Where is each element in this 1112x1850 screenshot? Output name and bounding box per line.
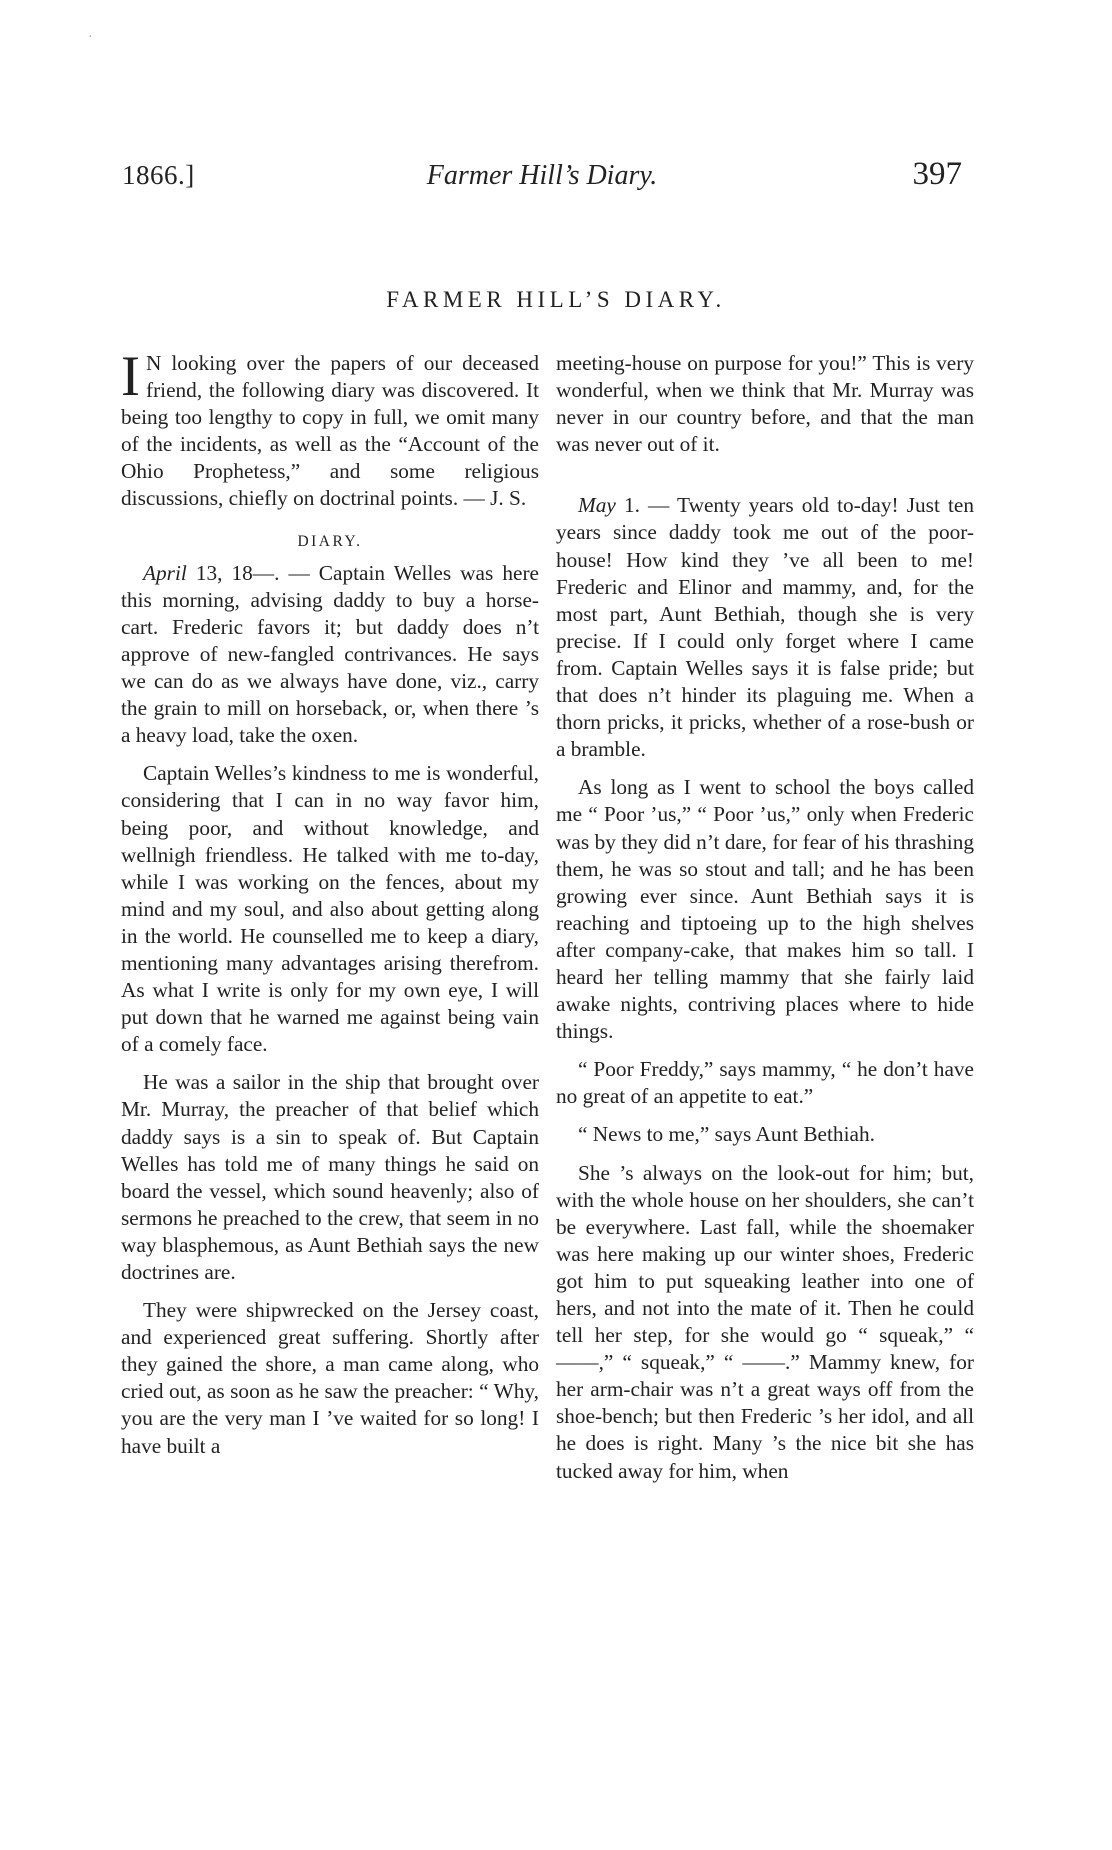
entry-text: 1. — Twenty years old to-day! Just ten years since daddy took me out of the poor-house! How kind they ’ve all been to me! Frederic and Elinor and mammy, and, for the most part, Aunt Bethiah, though she is very precise. If I could only forget where I came from. Captain Welles says it is false pride; but that does n’t hinder its plaguing me. When a thorn pricks, it pricks, whether of a rose-bush or a bramble. [556,493,974,762]
entry-april [121,560,539,750]
paragraph: “ News to me,” says Aunt Bethiah. [578,1122,875,1147]
entry-may [556,492,974,763]
diary-heading: DIARY. [297,532,363,550]
paragraph: As long as I went to school the boys called me “ Poor ’us,” “ Poor ’us,” only when Frederic was by they did n’t dare, for fear of his thrashing them, he was so stout and tall; and he has been growing ever since. Aunt Bethiah says it is reaching and tiptoeing up to the high shelves after company-cake, that makes him so tall. I heard her telling mammy that she fairly laid awake nights, contriving places where to hide things. [556,775,974,1044]
left-column [121,345,539,1460]
paragraph: “ Poor Freddy,” says mammy, “ he don’t have no great of an appetite to eat.” [556,1057,974,1109]
paragraph: They were shipwrecked on the Jersey coast, and experienced great suffering. Shortly after they gained the shore, a man came along, who cried out, as soon as he saw the preacher: “ Why, you are the very man I ’ve waited for so long! I have built a [121,1298,539,1458]
right-column [556,350,974,1485]
drop-cap: I [121,345,140,408]
entry-text: 13, 18—. — Captain Welles was here this morning, advising daddy to buy a horse-cart. Frederic favors it; but daddy does n’t approve of new-fangled contrivances. He says we can do as we always have done, viz., carry the grain to mill on horseback, or, when there ’s a heavy load, take the oxen. [121,560,539,748]
header-title: Farmer Hill’s Diary. [426,160,658,191]
paragraph: He was a sailor in the ship that brought over Mr. Murray, the preacher of that belief which daddy says is a sin to speak of. But Captain Welles has told me of many things he said on board the vessel, which sound heavenly; also of sermons he preached to the crew, that seem in no way blasphemous, as Aunt Bethiah says the new doctrines are. [121,1070,539,1284]
entry-date: April [143,560,187,585]
running-head [122,156,962,200]
header-year: 1866.] [122,160,195,190]
article-title: FARMER HILL’S DIARY. [386,287,726,312]
intro-text: N looking over the papers of our deceased friend, the following diary was discovered. It being too lengthy to copy in full, we omit many of the incidents, as well as the “Account of the Ohio Prophetess,” and some religious discussions, chiefly on doctrinal points. — J. S. [121,351,539,511]
scan-speck: · [88,30,93,45]
entry-date: May [578,493,616,518]
intro-paragraph [121,345,539,513]
paragraph: She ’s always on the look-out for him; but, with the whole house on her shoulders, she can’t be everywhere. Last fall, while the shoemaker was here making up our winter shoes, Frederic got him to put squeaking leather into one of hers, and not into the mate of it. Then he could tell her step, for she would go “ squeak,” “ ——,” “ squeak,” “ ——.” Mammy knew, for her arm-chair was n’t a great ways off from the shoe-bench; but then Frederic ’s her idol, and all he does is right. Many ’s the nice bit she has tucked away for him, when [556,1160,974,1483]
page-number: 397 [912,156,962,192]
paragraph-continued: meeting-house on purpose for you!” This is very wonderful, when we think that Mr. Murray was never in our country before, and that the man was never out of it. [556,351,974,457]
paragraph: Captain Welles’s kindness to me is wonderful, considering that I can in no way favor him, being poor, and without knowledge, and wellnigh friendless. He talked with me to-day, while I was working on the fences, about my mind and my soul, and also about getting along in the world. He counselled me to keep a diary, mentioning many advantages arising therefrom. As what I write is only for my own eye, I will put down that he warned me against being vain of a comely face. [121,761,539,1057]
